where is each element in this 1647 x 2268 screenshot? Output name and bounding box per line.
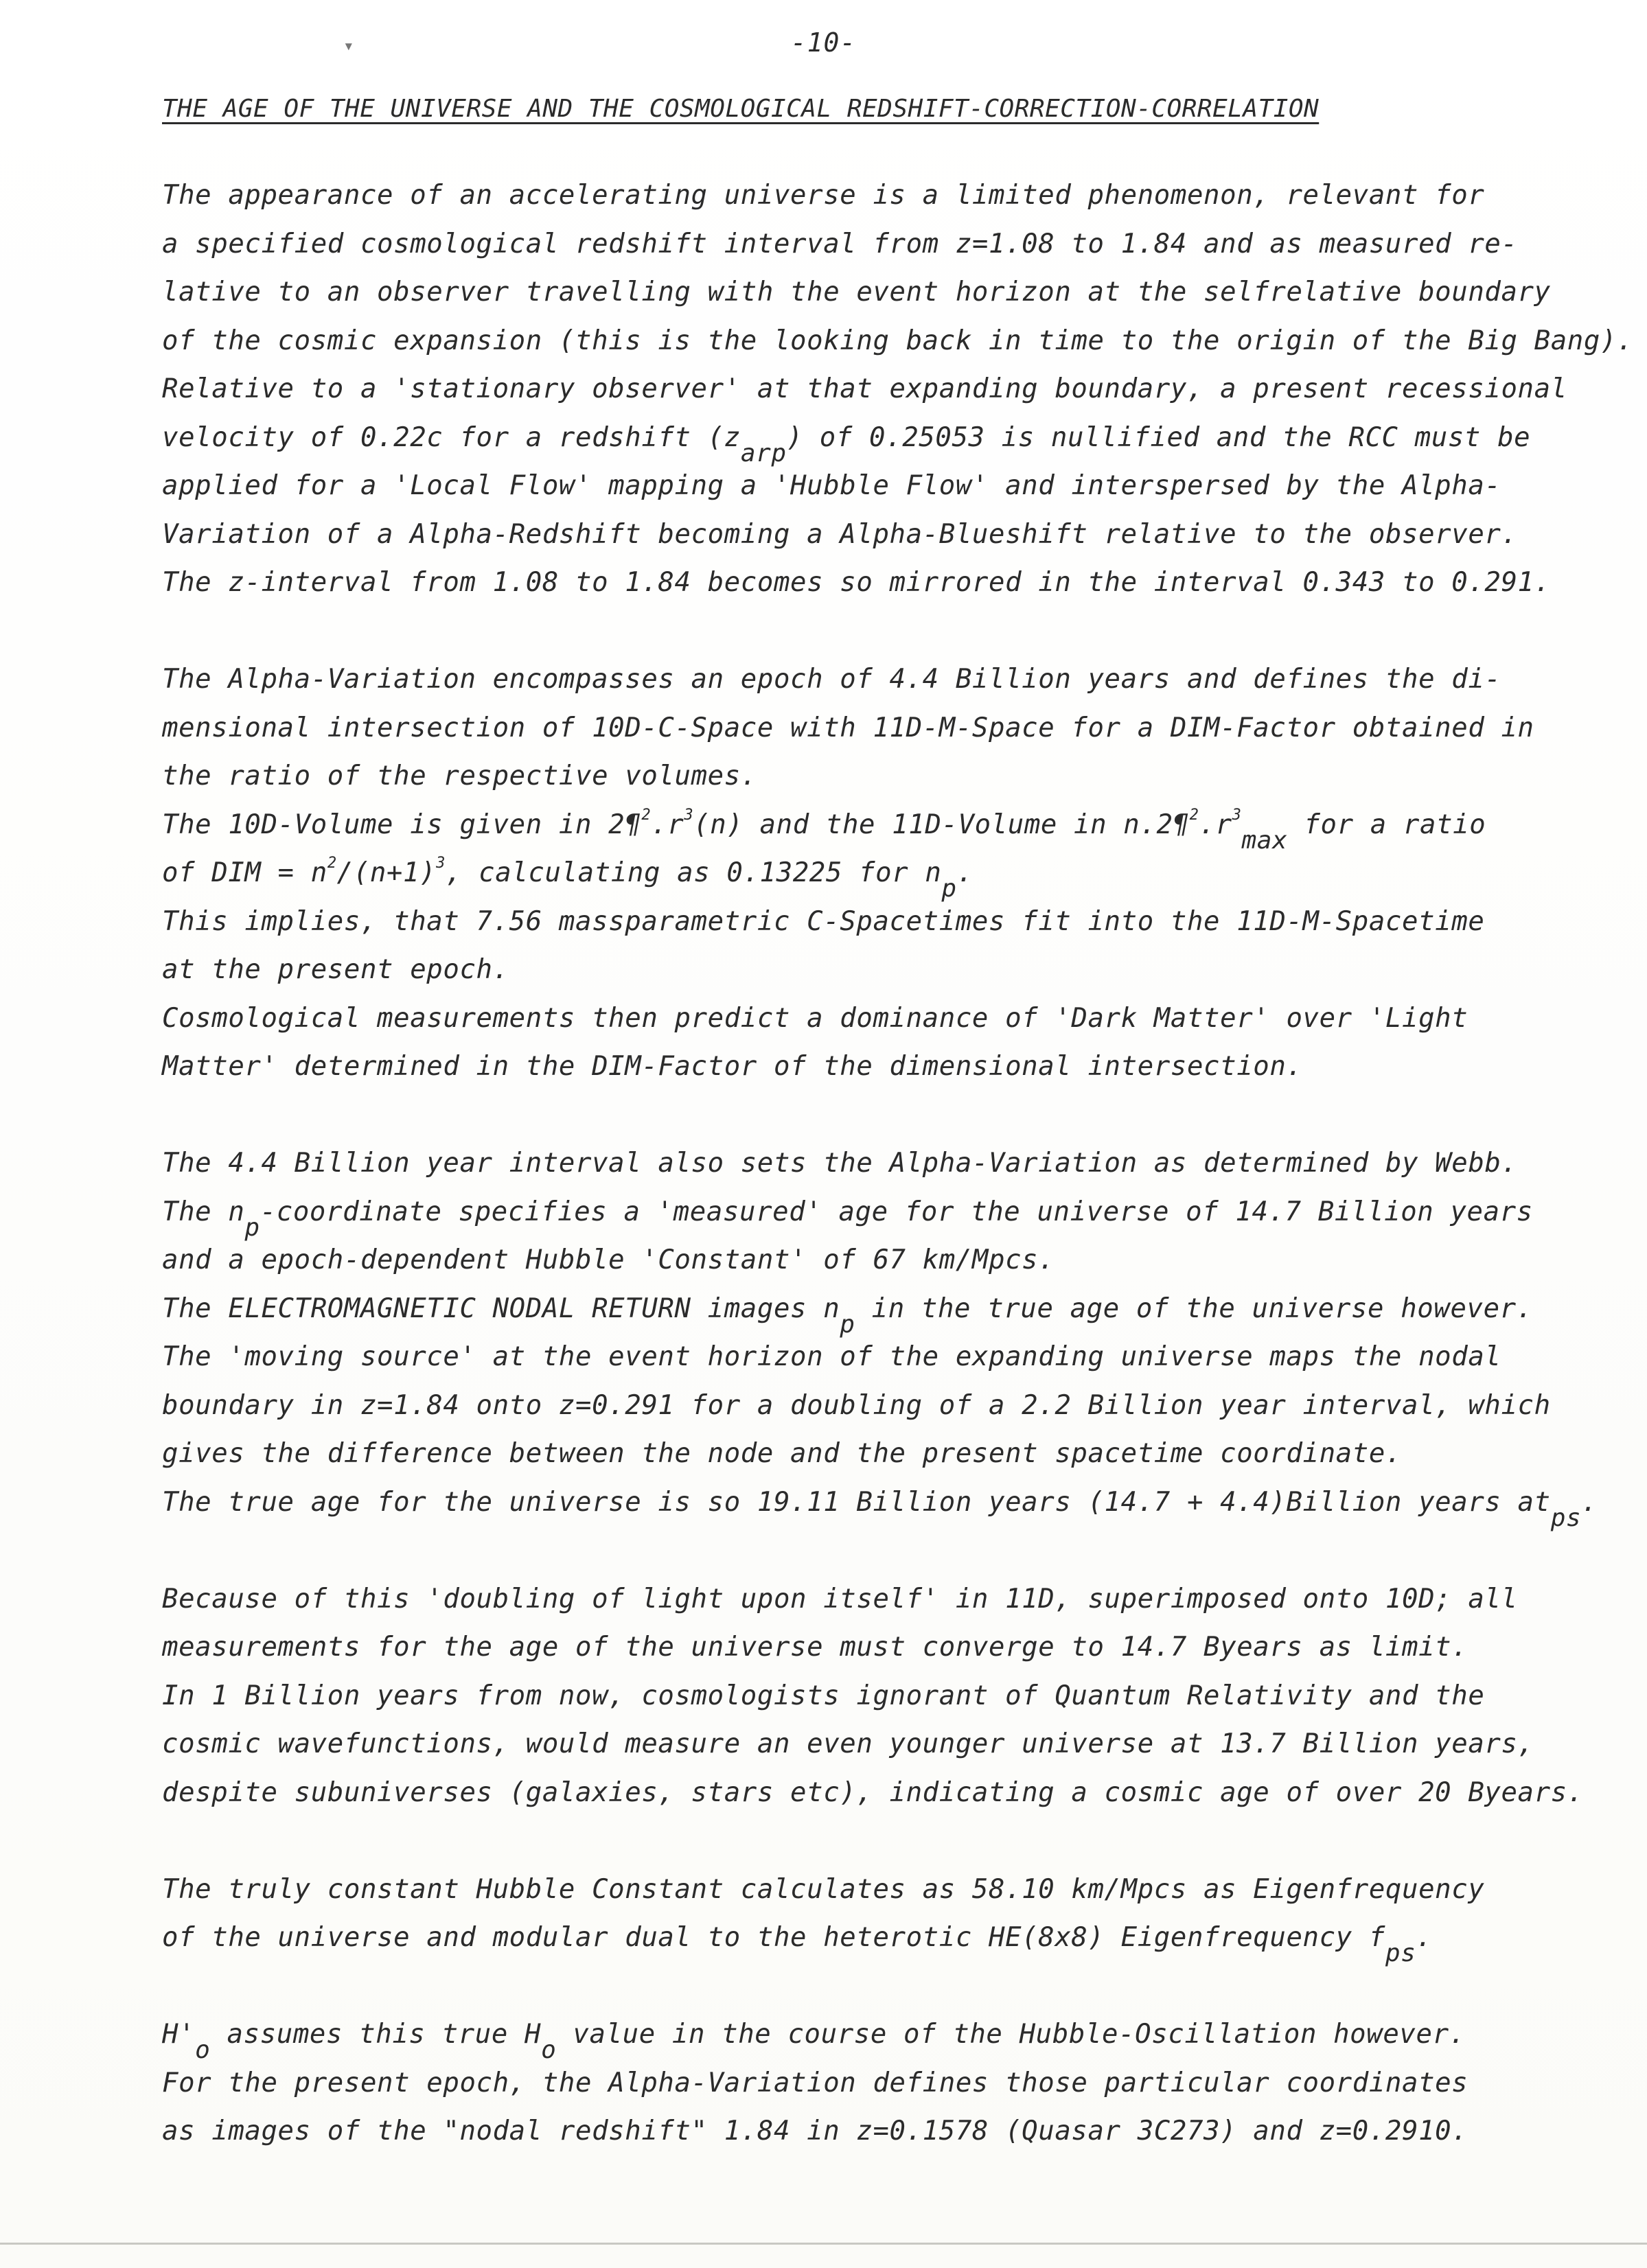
- text-run: of the cosmic expansion (this is the looking back in time to the origin of the Big Bang).: [162, 325, 1634, 356]
- text-line: [162, 849, 1576, 903]
- text-run: and a epoch-dependent Hubble 'Constant' of 67 km/Mpcs.: [162, 1245, 1055, 1275]
- text-run: ) of 0.25053 is nullified and the RCC must be: [786, 421, 1531, 453]
- text-run: the ratio of the respective volumes.: [162, 761, 757, 791]
- text-run: For the present epoch, the Alpha-Variation defines those particular coordinates: [162, 2067, 1469, 2098]
- text-run: lative to an observer travelling with the event horizon at the selfrelative boundary: [162, 277, 1551, 308]
- subscript: o: [195, 2036, 211, 2064]
- superscript: 3: [1232, 806, 1242, 824]
- subscript: p: [244, 1213, 260, 1242]
- text-line: [162, 752, 1576, 801]
- text-run: The Alpha-Variation encompasses an epoch of 4.4 Billion years and defines the di-: [162, 664, 1501, 695]
- document-title: THE AGE OF THE UNIVERSE AND THE COSMOLOGICAL REDSHIFT-CORRECTION-CORRELATION: [162, 95, 1320, 123]
- text-run: .: [956, 857, 974, 888]
- text-line: [162, 414, 1576, 467]
- text-run: velocity of 0.22c for a redshift (z: [162, 421, 741, 453]
- subscript: ps: [1550, 1503, 1582, 1532]
- text-run: for a ratio: [1287, 809, 1486, 840]
- text-run: .r: [651, 809, 684, 840]
- text-run: boundary in z=1.84 onto z=0.291 for a doubling of a 2.2 Billion year interval, which: [162, 1389, 1551, 1421]
- text-run: value in the course of the Hubble-Oscillation however.: [556, 2019, 1466, 2050]
- text-line: [162, 317, 1634, 366]
- text-line: [162, 1623, 1576, 1672]
- text-line: [162, 1188, 1576, 1242]
- scan-speck: ▾: [343, 36, 354, 56]
- text-line: [162, 1575, 1576, 1624]
- subscript: max: [1241, 826, 1288, 855]
- text-run: at the present epoch.: [162, 954, 509, 985]
- text-run: The n: [162, 1196, 245, 1227]
- text-line: [162, 1236, 1576, 1285]
- superscript: 2: [641, 806, 652, 824]
- text-run: The 10D-Volume is given in 2¶: [162, 809, 642, 840]
- text-line: [162, 1866, 1576, 1914]
- superscript: 3: [684, 806, 694, 824]
- paragraph-gap: [162, 608, 1576, 656]
- document-body: [162, 172, 1634, 2156]
- text-line: [162, 1139, 1576, 1188]
- text-run: In 1 Billion years from now, cosmologists ignorant of Quantum Relativity and the: [162, 1680, 1485, 1711]
- text-line: [162, 462, 1576, 511]
- paragraph-gap: [162, 1817, 1576, 1866]
- superscript: 2: [1189, 806, 1199, 824]
- text-line: [162, 365, 1576, 414]
- text-line: [162, 268, 1576, 317]
- text-run: , calculating as 0.13225 for n: [446, 857, 942, 888]
- text-run: despite subuniverses (galaxies, stars etc), indicating a cosmic age of over 20 Byears.: [162, 1777, 1584, 1808]
- text-line: [162, 1382, 1576, 1431]
- text-run: assumes this true H: [210, 2019, 542, 2050]
- text-line: [162, 172, 1576, 220]
- text-line: [162, 801, 1576, 855]
- text-run: of DIM = n: [162, 857, 327, 888]
- text-line: [162, 995, 1576, 1043]
- paragraph-gap: [162, 1963, 1576, 2011]
- paragraph-gap: [162, 1527, 1576, 1575]
- text-run: .: [1416, 1922, 1433, 1953]
- text-line: [162, 1285, 1576, 1339]
- text-line: [162, 2011, 1576, 2064]
- text-line: [162, 1479, 1598, 1532]
- text-run: Matter' determined in the DIM-Factor of the dimensional intersection.: [162, 1051, 1303, 1082]
- text-line: [162, 2107, 1576, 2156]
- text-run: The ELECTROMAGNETIC NODAL RETURN images n: [162, 1293, 840, 1324]
- text-run: mensional intersection of 10D-C-Space with 11D-M-Space for a DIM-Factor obtained in: [162, 712, 1534, 743]
- subscript: p: [941, 875, 957, 903]
- page-number: -10-: [790, 27, 857, 58]
- text-run: Variation of a Alpha-Redshift becoming a Alpha-Blueshift relative to the observer.: [162, 518, 1518, 550]
- text-run: -coordinate specifies a 'measured' age for the universe of 14.7 Billion years: [260, 1196, 1533, 1227]
- text-run: applied for a 'Local Flow' mapping a 'Hubble Flow' and interspersed by the Alpha-: [162, 470, 1501, 501]
- text-run: (n) and the 11D-Volume in n.2¶: [693, 809, 1190, 840]
- text-line: [162, 1769, 1584, 1818]
- subscript: ps: [1385, 1939, 1416, 1967]
- text-run: The 4.4 Billion year interval also sets the Alpha-Variation as determined by Webb.: [162, 1148, 1518, 1179]
- text-run: The true age for the universe is so 19.11 Billion years (14.7 + 4.4)Billion years at: [162, 1486, 1551, 1518]
- text-run: Cosmological measurements then predict a dominance of 'Dark Matter' over 'Light: [162, 1002, 1469, 1034]
- text-run: H': [162, 2019, 196, 2050]
- paragraph-gap: [162, 1091, 1576, 1140]
- text-line: [162, 656, 1576, 704]
- text-line: [162, 559, 1576, 608]
- text-run: .: [1581, 1486, 1598, 1518]
- text-line: [162, 1672, 1576, 1721]
- text-run: The truly constant Hubble Constant calculates as 58.10 km/Mpcs as Eigenfrequency: [162, 1873, 1485, 1905]
- text-line: [162, 1720, 1576, 1769]
- text-run: /(n+1): [336, 857, 437, 888]
- subscript: o: [541, 2036, 557, 2064]
- subscript: arp: [740, 439, 787, 467]
- text-line: [162, 1043, 1576, 1091]
- subscript: p: [840, 1310, 855, 1339]
- text-run: The z-interval from 1.08 to 1.84 becomes so mirrored in the interval 0.343 to 0.291.: [162, 567, 1551, 598]
- text-line: [162, 946, 1576, 995]
- text-run: Relative to a 'stationary observer' at that expanding boundary, a present recessional: [162, 373, 1567, 404]
- superscript: 3: [436, 855, 446, 872]
- text-run: in the true age of the universe however.: [855, 1293, 1533, 1324]
- text-run: The appearance of an accelerating universe is a limited phenomenon, relevant for: [162, 180, 1485, 211]
- text-run: a specified cosmological redshift interval from z=1.08 to 1.84 and as measured re-: [162, 228, 1518, 259]
- text-run: .r: [1199, 809, 1232, 840]
- text-line: [162, 220, 1576, 269]
- text-run: This implies, that 7.56 massparametric C-Spacetimes fit into the 11D-M-Spacetime: [162, 905, 1485, 937]
- text-line: [162, 1333, 1576, 1382]
- text-line: [162, 898, 1576, 947]
- text-run: of the universe and modular dual to the heterotic HE(8x8) Eigenfrequency f: [162, 1922, 1385, 1953]
- page-edge: [0, 2243, 1647, 2245]
- text-line: [162, 1914, 1576, 1967]
- text-run: The 'moving source' at the event horizon of the expanding universe maps the nodal: [162, 1341, 1501, 1372]
- text-run: cosmic wavefunctions, would measure an even younger universe at 13.7 Billion years,: [162, 1728, 1534, 1759]
- text-run: measurements for the age of the universe must converge to 14.7 Byears as limit.: [162, 1632, 1469, 1663]
- text-run: as images of the "nodal redshift" 1.84 in z=0.1578 (Quasar 3C273) and z=0.2910.: [162, 2116, 1469, 2146]
- text-run: Because of this 'doubling of light upon itself' in 11D, superimposed onto 10D; all: [162, 1583, 1518, 1615]
- text-line: [162, 511, 1576, 559]
- superscript: 2: [327, 855, 337, 872]
- text-line: [162, 1430, 1576, 1479]
- text-line: [162, 2059, 1576, 2108]
- text-run: gives the difference between the node and the present spacetime coordinate.: [162, 1438, 1402, 1469]
- text-line: [162, 704, 1576, 753]
